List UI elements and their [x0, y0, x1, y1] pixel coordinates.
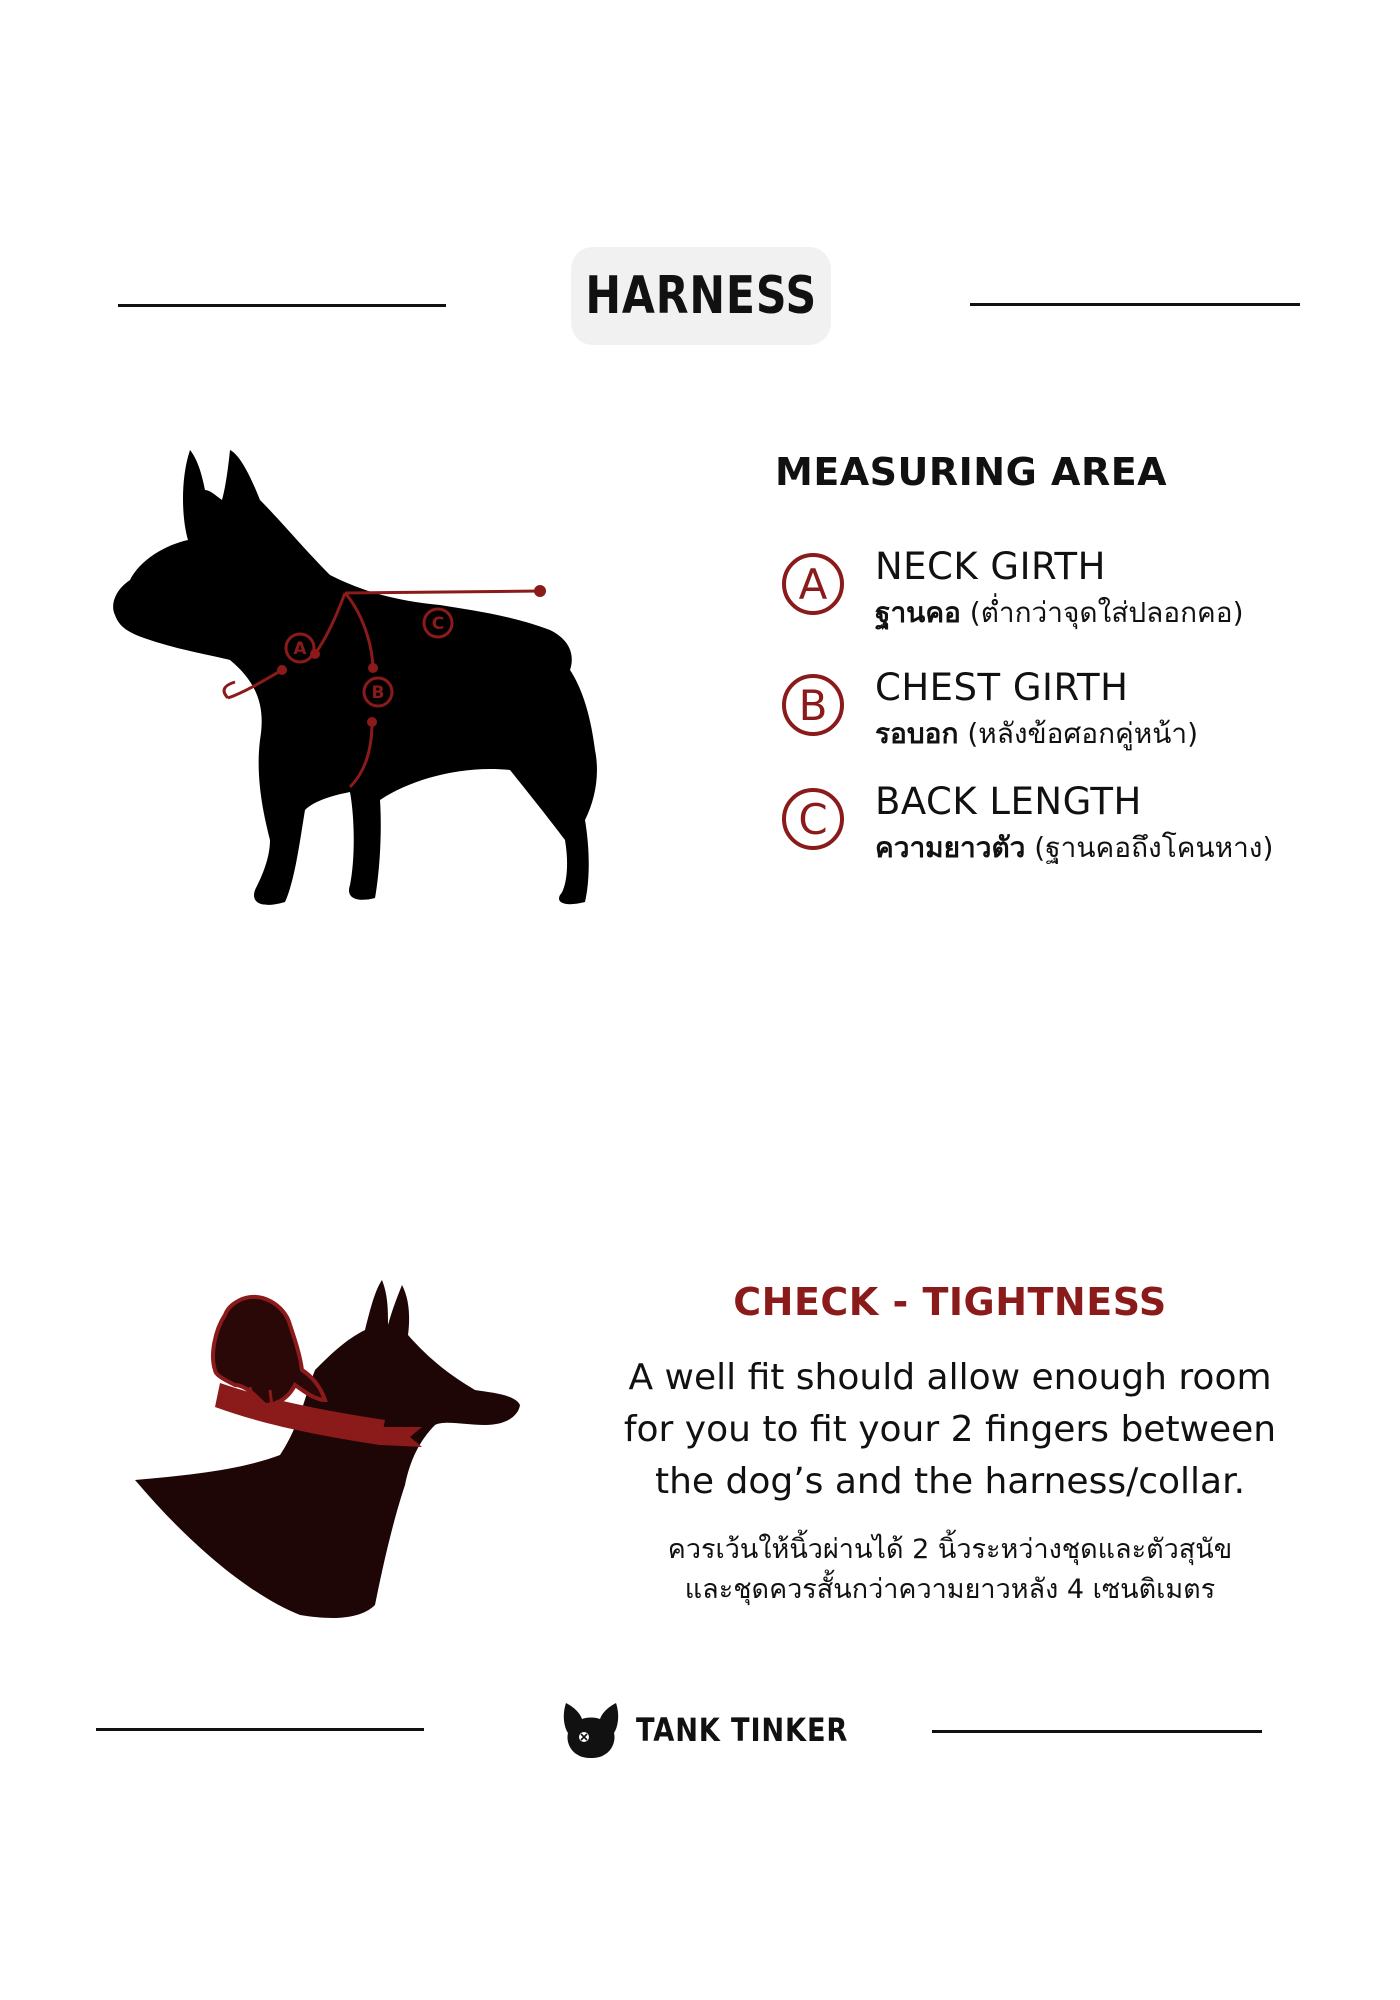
brand-name: TANK TINKER [636, 1711, 849, 1749]
measure-thai-text: ความยาวตัว (ฐานคอถึงโคนหาง) [875, 831, 1274, 864]
measure-label: BACK LENGTH [875, 780, 1142, 823]
measure-item-chest-girth [780, 666, 1340, 766]
measuring-area-title: MEASURING AREA [775, 450, 1168, 494]
french-bulldog-measure-illustration [110, 440, 650, 920]
check-tightness-body [590, 1352, 1310, 1508]
measure-item-neck-girth [780, 545, 1340, 645]
measure-item-back-length [780, 780, 1340, 880]
measure-thai-text: รอบอก (หลังข้อศอกคู่หน้า) [875, 717, 1198, 750]
tightness-check-illustration [130, 1275, 540, 1635]
french-bulldog-silhouette-icon [113, 450, 597, 905]
svg-text:A: A [293, 639, 307, 659]
check-tightness-thai [590, 1530, 1310, 1610]
svg-text:B: B [371, 683, 385, 703]
title-badge [571, 247, 831, 345]
brand-footer [560, 1695, 886, 1765]
thai-line: และชุดควรสั้นกว่าความยาวหลัง 4 เซนติเมตร [684, 1574, 1216, 1605]
letter-b-icon [780, 672, 846, 738]
body-line: for you to fit your 2 fingers between [623, 1409, 1277, 1450]
header-rule-right [970, 303, 1300, 306]
measure-label: CHEST GIRTH [875, 666, 1129, 709]
footer-rule-left [96, 1728, 424, 1731]
svg-text:C: C [431, 614, 445, 634]
svg-text:B: B [798, 681, 828, 730]
measure-label: NECK GIRTH [875, 545, 1106, 588]
svg-text:C: C [798, 795, 828, 844]
body-line: A well fit should allow enough room [628, 1357, 1272, 1398]
letter-c-icon [780, 786, 846, 852]
letter-a-icon [780, 551, 846, 617]
check-tightness-title: CHECK - TIGHTNESS [733, 1280, 1167, 1324]
page-title: HARNESS [585, 266, 817, 326]
bulldog-head-logo-icon [560, 1699, 622, 1761]
thai-line: ควรเว้นให้นิ้วผ่านได้ 2 นิ้วระหว่างชุดและตัวสุนัข [667, 1534, 1233, 1565]
svg-text:A: A [798, 560, 828, 609]
header-rule-left [118, 304, 446, 307]
footer-rule-right [932, 1730, 1262, 1733]
great-dane-silhouette-icon [135, 1280, 520, 1618]
body-line: the dog’s and the harness/collar. [654, 1461, 1246, 1502]
measure-thai-text: ฐานคอ (ต่ำกว่าจุดใส่ปลอกคอ) [875, 596, 1244, 629]
